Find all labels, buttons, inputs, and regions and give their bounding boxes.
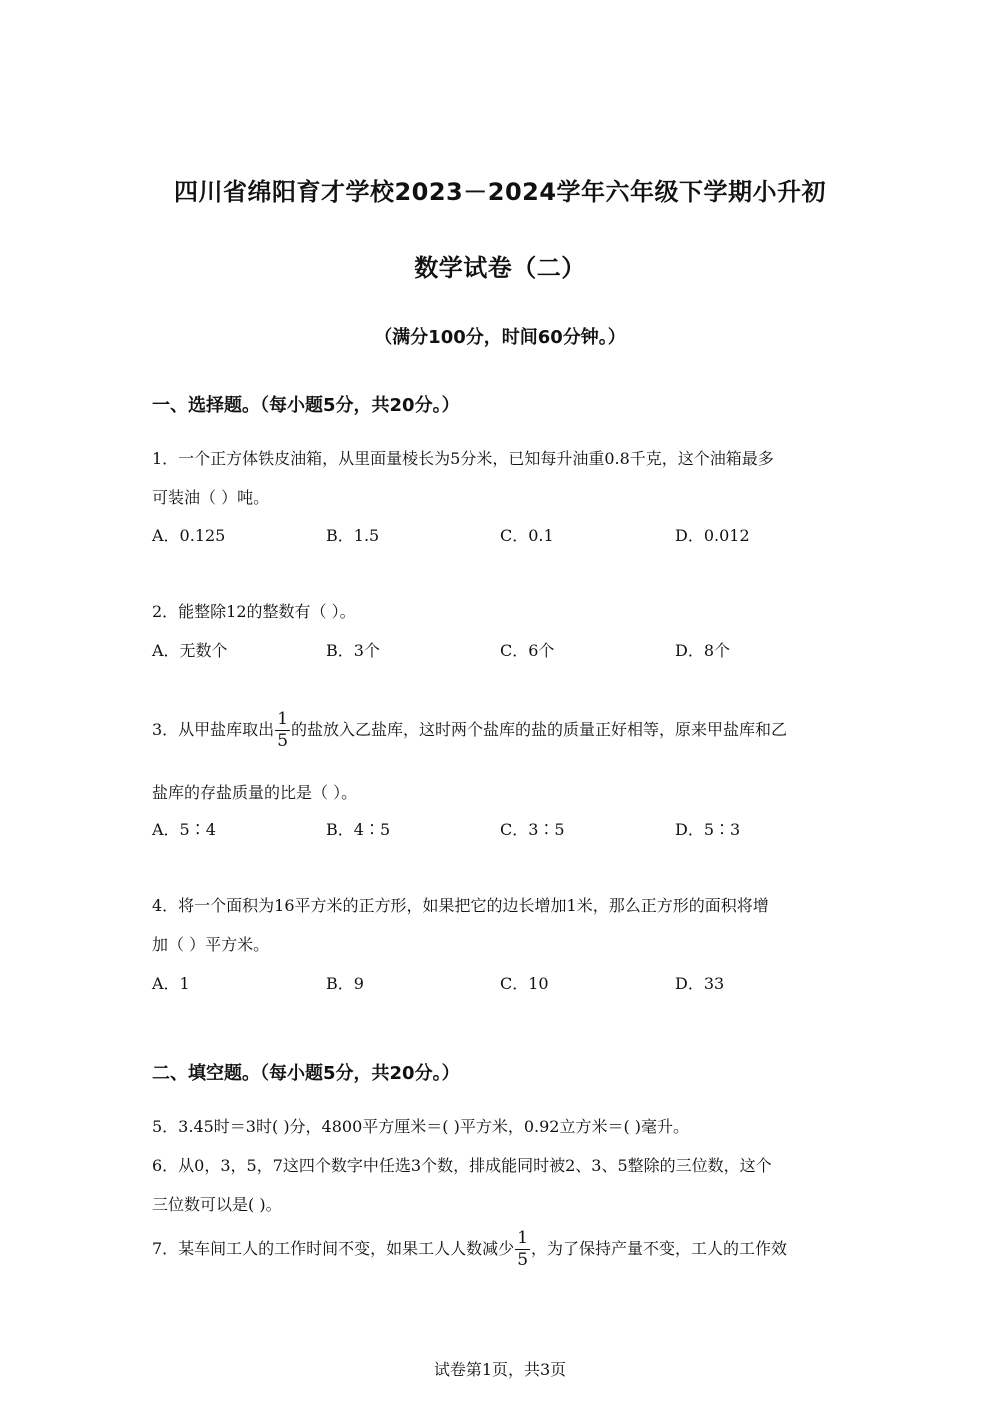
question-3-option-c: C．3∶5 xyxy=(500,820,565,839)
question-7-prefix: 7．某车间工人的工作时间不变，如果工人人数减少 xyxy=(152,1239,515,1258)
exam-title-line2: 数学试卷（二） xyxy=(414,254,586,282)
question-6-line1: 6．从0，3，5，7这四个数字中任选3个数，排成能同时被2、3、5整除的三位数，这个 xyxy=(152,1156,772,1175)
question-3-option-d: D．5∶3 xyxy=(675,820,741,839)
exam-subtitle: （满分100分，时间60分钟。） xyxy=(374,327,626,348)
question-3-line2: 盐库的存盐质量的比是（ ）。 xyxy=(152,783,358,802)
question-7-suffix: ，为了保持产量不变，工人的工作效 xyxy=(531,1239,788,1258)
question-6-line2: 三位数可以是( )。 xyxy=(152,1195,282,1214)
fraction xyxy=(515,1230,530,1269)
exam-title-line1: 四川省绵阳育才学校2023－2024学年六年级下学期小升初 xyxy=(173,178,827,206)
question-1-line2: 可装油（ ）吨。 xyxy=(152,488,270,507)
question-2-option-d: D．8个 xyxy=(675,641,731,660)
question-2-option-c: C．6个 xyxy=(500,641,555,660)
question-1-option-a: A．0.125 xyxy=(152,526,226,545)
question-3-option-a: A．5∶4 xyxy=(152,820,216,839)
question-1-line1: 1．一个正方体铁皮油箱，从里面量棱长为5分米，已知每升油重0.8千克，这个油箱最多 xyxy=(152,449,774,468)
question-4-line2: 加（ ）平方米。 xyxy=(152,935,270,954)
fraction-denominator: 5 xyxy=(517,1250,529,1270)
question-4-option-c: C．10 xyxy=(500,974,549,993)
fraction xyxy=(275,711,290,750)
fraction-numerator: 1 xyxy=(277,709,289,729)
question-4-option-a: A．1 xyxy=(152,974,190,993)
question-4-line1: 4．将一个面积为16平方米的正方形，如果把它的边长增加1米，那么正方形的面积将增 xyxy=(152,896,769,915)
section-heading-choice: 一、选择题。（每小题5分，共20分。） xyxy=(152,395,460,416)
section-heading-fill-blank: 二、填空题。（每小题5分，共20分。） xyxy=(152,1063,460,1084)
fraction-denominator: 5 xyxy=(277,731,289,751)
question-3-suffix: 的盐放入乙盐库，这时两个盐库的盐的质量正好相等，原来甲盐库和乙 xyxy=(291,720,788,739)
question-2-option-a: A．无数个 xyxy=(152,641,228,660)
question-7-line1 xyxy=(152,1230,787,1269)
question-3-option-b: B．4∶5 xyxy=(326,820,391,839)
question-2-option-b: B．3个 xyxy=(326,641,380,660)
question-2-line1: 2．能整除12的整数有（ ）。 xyxy=(152,602,356,621)
question-3-prefix: 3．从甲盐库取出 xyxy=(152,720,275,739)
question-3-line1 xyxy=(152,711,787,750)
fraction-numerator: 1 xyxy=(517,1228,529,1248)
question-5: 5．3.45时＝3时( )分，4800平方厘米＝( )平方米，0.92立方米＝( )毫升。 xyxy=(152,1117,690,1136)
question-1-option-c: C．0.1 xyxy=(500,526,554,545)
question-4-option-b: B．9 xyxy=(326,974,364,993)
page-footer: 试卷第1页，共3页 xyxy=(433,1360,567,1379)
question-4-option-d: D．33 xyxy=(675,974,725,993)
question-1-option-b: B．1.5 xyxy=(326,526,380,545)
question-1-option-d: D．0.012 xyxy=(675,526,750,545)
